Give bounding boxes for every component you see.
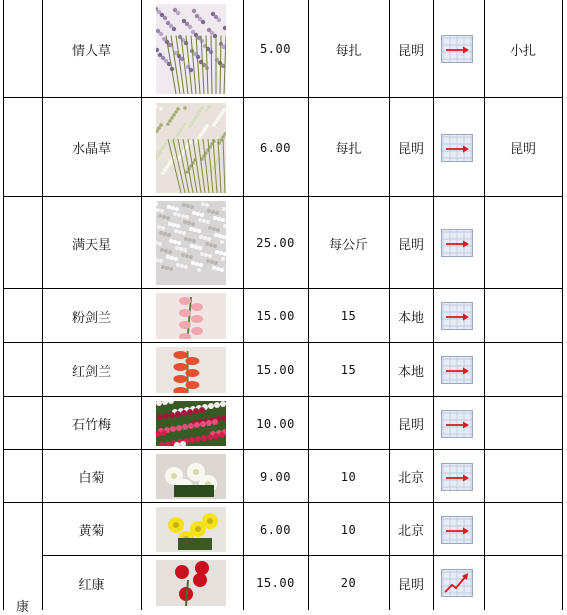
trend-flat-icon [441,35,473,63]
unit-value: 20 [340,576,357,590]
trend-flat-icon [441,516,473,544]
unit-value: 15 [340,309,357,323]
white-chrysanthemum-photo [156,454,226,499]
note-value [484,397,562,450]
grid-line [141,0,142,610]
origin-value: 昆明 [397,418,424,433]
origin-value: 本地 [397,310,424,326]
flower-name: 黄菊 [78,524,105,539]
origin-value: 昆明 [397,577,424,593]
flower-name: 红剑兰 [71,364,111,380]
origin-value: 昆明 [397,237,424,253]
babys-breath-photo [156,201,226,285]
flower-name: 白菊 [78,471,105,486]
category-label: 康 [16,600,30,615]
purple-limonium-photo [156,4,226,94]
note-value [484,343,562,397]
note-value [484,503,562,556]
price-value: 15.00 [256,363,295,377]
price-value: 6.00 [260,522,291,537]
flower-name: 红康 [78,577,105,593]
pink-gladiolus-photo [156,293,226,339]
note-value [484,289,562,343]
trend-flat-icon [441,410,473,438]
dianthus-photo [156,401,226,446]
flower-name: 石竹梅 [71,418,111,433]
grid-line [433,0,434,610]
grid-line [3,0,4,610]
price-value: 6.00 [260,140,291,155]
unit-value: 10 [340,522,357,537]
unit-value: 15 [340,363,357,377]
origin-value: 本地 [397,364,424,380]
flower-name: 满天星 [71,237,111,253]
note-value [484,450,562,503]
price-value: 15.00 [256,309,295,323]
note-value [484,197,562,289]
unit-value [308,397,389,450]
white-limonium-photo [156,103,226,193]
yellow-chrysanthemum-photo [156,507,226,552]
unit-value: 每扎 [335,43,362,59]
trend-flat-icon [441,302,473,330]
trend-flat-icon [441,229,473,257]
trend-flat-icon [441,134,473,162]
flower-name: 水晶草 [71,142,111,157]
grid-line [562,0,563,610]
origin-value: 昆明 [397,43,424,59]
note-value [484,556,562,610]
price-value: 5.00 [260,42,291,56]
flower-name: 粉剑兰 [71,310,111,326]
red-carnation-photo [156,560,226,606]
price-value: 9.00 [260,469,291,484]
unit-value: 每扎 [335,142,362,157]
origin-value: 北京 [397,524,424,539]
origin-value: 北京 [397,471,424,486]
price-value: 15.00 [256,576,295,590]
note-value: 小扎 [509,43,536,59]
origin-value: 昆明 [397,142,424,157]
trend-flat-icon [441,463,473,491]
trend-up-icon [441,569,473,597]
unit-value: 10 [340,469,357,484]
flower-name: 情人草 [71,43,111,59]
price-value: 10.00 [256,416,295,431]
trend-flat-icon [441,356,473,384]
note-value: 昆明 [509,142,536,157]
red-gladiolus-photo [156,347,226,393]
price-value: 25.00 [256,236,295,250]
unit-value: 每公斤 [328,237,368,253]
